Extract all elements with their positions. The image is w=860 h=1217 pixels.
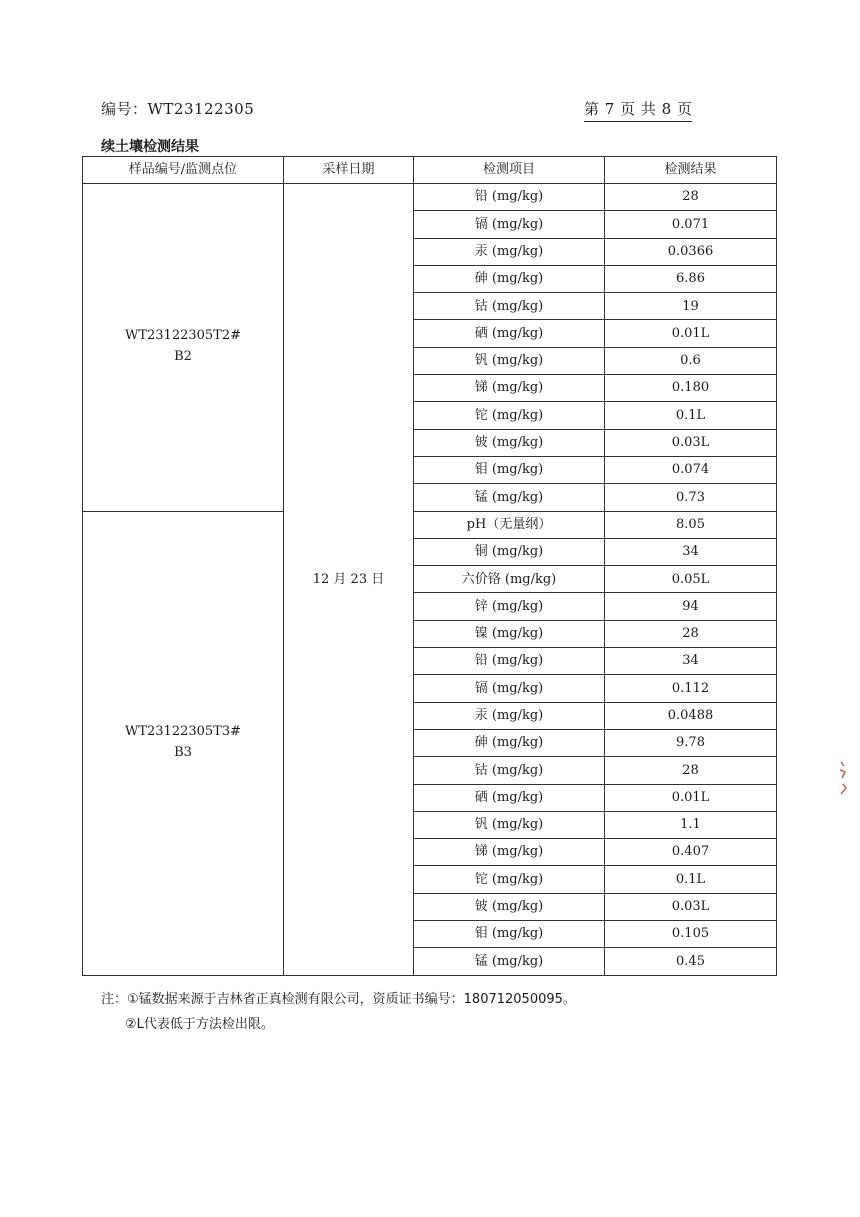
test-result-cell: 28 — [605, 757, 777, 784]
test-result-cell: 34 — [605, 648, 777, 675]
document-number: 编号：WT23122305 — [101, 100, 255, 118]
test-item-cell: 砷 (mg/kg) — [414, 729, 605, 756]
test-item-cell: 硒 (mg/kg) — [414, 784, 605, 811]
column-header-date: 采样日期 — [284, 157, 414, 184]
test-item-cell: 钼 (mg/kg) — [414, 456, 605, 483]
test-result-cell: 0.03L — [605, 429, 777, 456]
test-item-cell: 硒 (mg/kg) — [414, 320, 605, 347]
test-result-cell: 0.1L — [605, 866, 777, 893]
test-item-cell: 铅 (mg/kg) — [414, 184, 605, 211]
test-item-cell: 钒 (mg/kg) — [414, 811, 605, 838]
table-row — [83, 511, 777, 538]
test-item-cell: 铜 (mg/kg) — [414, 538, 605, 565]
table-row — [83, 184, 777, 211]
margin-stamp-mark — [838, 760, 848, 800]
test-result-cell: 28 — [605, 620, 777, 647]
column-header-sample: 样品编号/监测点位 — [83, 157, 284, 184]
test-item-cell: 锰 (mg/kg) — [414, 484, 605, 511]
footnote-1: 注：①锰数据来源于吉林省正真检测有限公司，资质证书编号：180712050095。 — [101, 992, 576, 1007]
test-item-cell: 砷 (mg/kg) — [414, 265, 605, 292]
sample-id: WT23122305T2# — [124, 328, 242, 344]
sample-id: WT23122305T3# — [124, 724, 242, 740]
column-header-item: 检测项目 — [414, 157, 605, 184]
test-result-cell: 0.01L — [605, 784, 777, 811]
test-result-cell: 0.0366 — [605, 238, 777, 265]
test-result-cell: 28 — [605, 184, 777, 211]
test-result-cell: 0.407 — [605, 839, 777, 866]
test-item-cell: 铍 (mg/kg) — [414, 893, 605, 920]
test-item-cell: 六价铬 (mg/kg) — [414, 566, 605, 593]
test-item-cell: 镉 (mg/kg) — [414, 211, 605, 238]
test-result-cell: 94 — [605, 593, 777, 620]
test-result-cell: 9.78 — [605, 729, 777, 756]
table-header-row — [83, 157, 777, 184]
test-item-cell: 锌 (mg/kg) — [414, 593, 605, 620]
test-item-cell: pH（无量纲） — [414, 511, 605, 538]
test-item-cell: 镉 (mg/kg) — [414, 675, 605, 702]
test-item-cell: 锰 (mg/kg) — [414, 948, 605, 976]
test-item-cell: 锑 (mg/kg) — [414, 839, 605, 866]
table-body — [83, 184, 777, 976]
test-result-cell: 8.05 — [605, 511, 777, 538]
monitoring-point: B3 — [174, 745, 192, 761]
test-result-cell: 0.45 — [605, 948, 777, 976]
sampling-date-cell: 12 月 23 日 — [284, 184, 414, 976]
test-item-cell: 汞 (mg/kg) — [414, 702, 605, 729]
test-item-cell: 钼 (mg/kg) — [414, 921, 605, 948]
test-result-cell: 6.86 — [605, 265, 777, 292]
test-result-cell: 0.6 — [605, 347, 777, 374]
test-result-cell: 0.180 — [605, 375, 777, 402]
test-item-cell: 铍 (mg/kg) — [414, 429, 605, 456]
page-indicator: 第 7 页 共 8 页 — [584, 98, 692, 122]
test-result-cell: 0.074 — [605, 456, 777, 483]
test-item-cell: 钴 (mg/kg) — [414, 293, 605, 320]
test-item-cell: 铊 (mg/kg) — [414, 866, 605, 893]
test-result-cell: 1.1 — [605, 811, 777, 838]
test-result-cell: 0.105 — [605, 921, 777, 948]
test-result-cell: 0.0488 — [605, 702, 777, 729]
test-result-cell: 19 — [605, 293, 777, 320]
footnote-2: ②L代表低于方法检出限。 — [125, 1017, 274, 1032]
test-result-cell: 0.03L — [605, 893, 777, 920]
test-item-cell: 铊 (mg/kg) — [414, 402, 605, 429]
test-item-cell: 铅 (mg/kg) — [414, 648, 605, 675]
test-result-cell: 34 — [605, 538, 777, 565]
sample-id-cell — [83, 511, 284, 975]
test-item-cell: 镍 (mg/kg) — [414, 620, 605, 647]
test-result-cell: 0.05L — [605, 566, 777, 593]
results-table — [82, 156, 777, 976]
monitoring-point: B2 — [174, 349, 192, 365]
test-item-cell: 钴 (mg/kg) — [414, 757, 605, 784]
test-result-cell: 0.73 — [605, 484, 777, 511]
section-title: 续土壤检测结果 — [101, 139, 199, 155]
test-result-cell: 0.01L — [605, 320, 777, 347]
test-result-cell: 0.1L — [605, 402, 777, 429]
test-result-cell: 0.071 — [605, 211, 777, 238]
sample-id-cell — [83, 184, 284, 512]
test-item-cell: 汞 (mg/kg) — [414, 238, 605, 265]
test-result-cell: 0.112 — [605, 675, 777, 702]
test-item-cell: 钒 (mg/kg) — [414, 347, 605, 374]
test-item-cell: 锑 (mg/kg) — [414, 375, 605, 402]
column-header-result: 检测结果 — [605, 157, 777, 184]
